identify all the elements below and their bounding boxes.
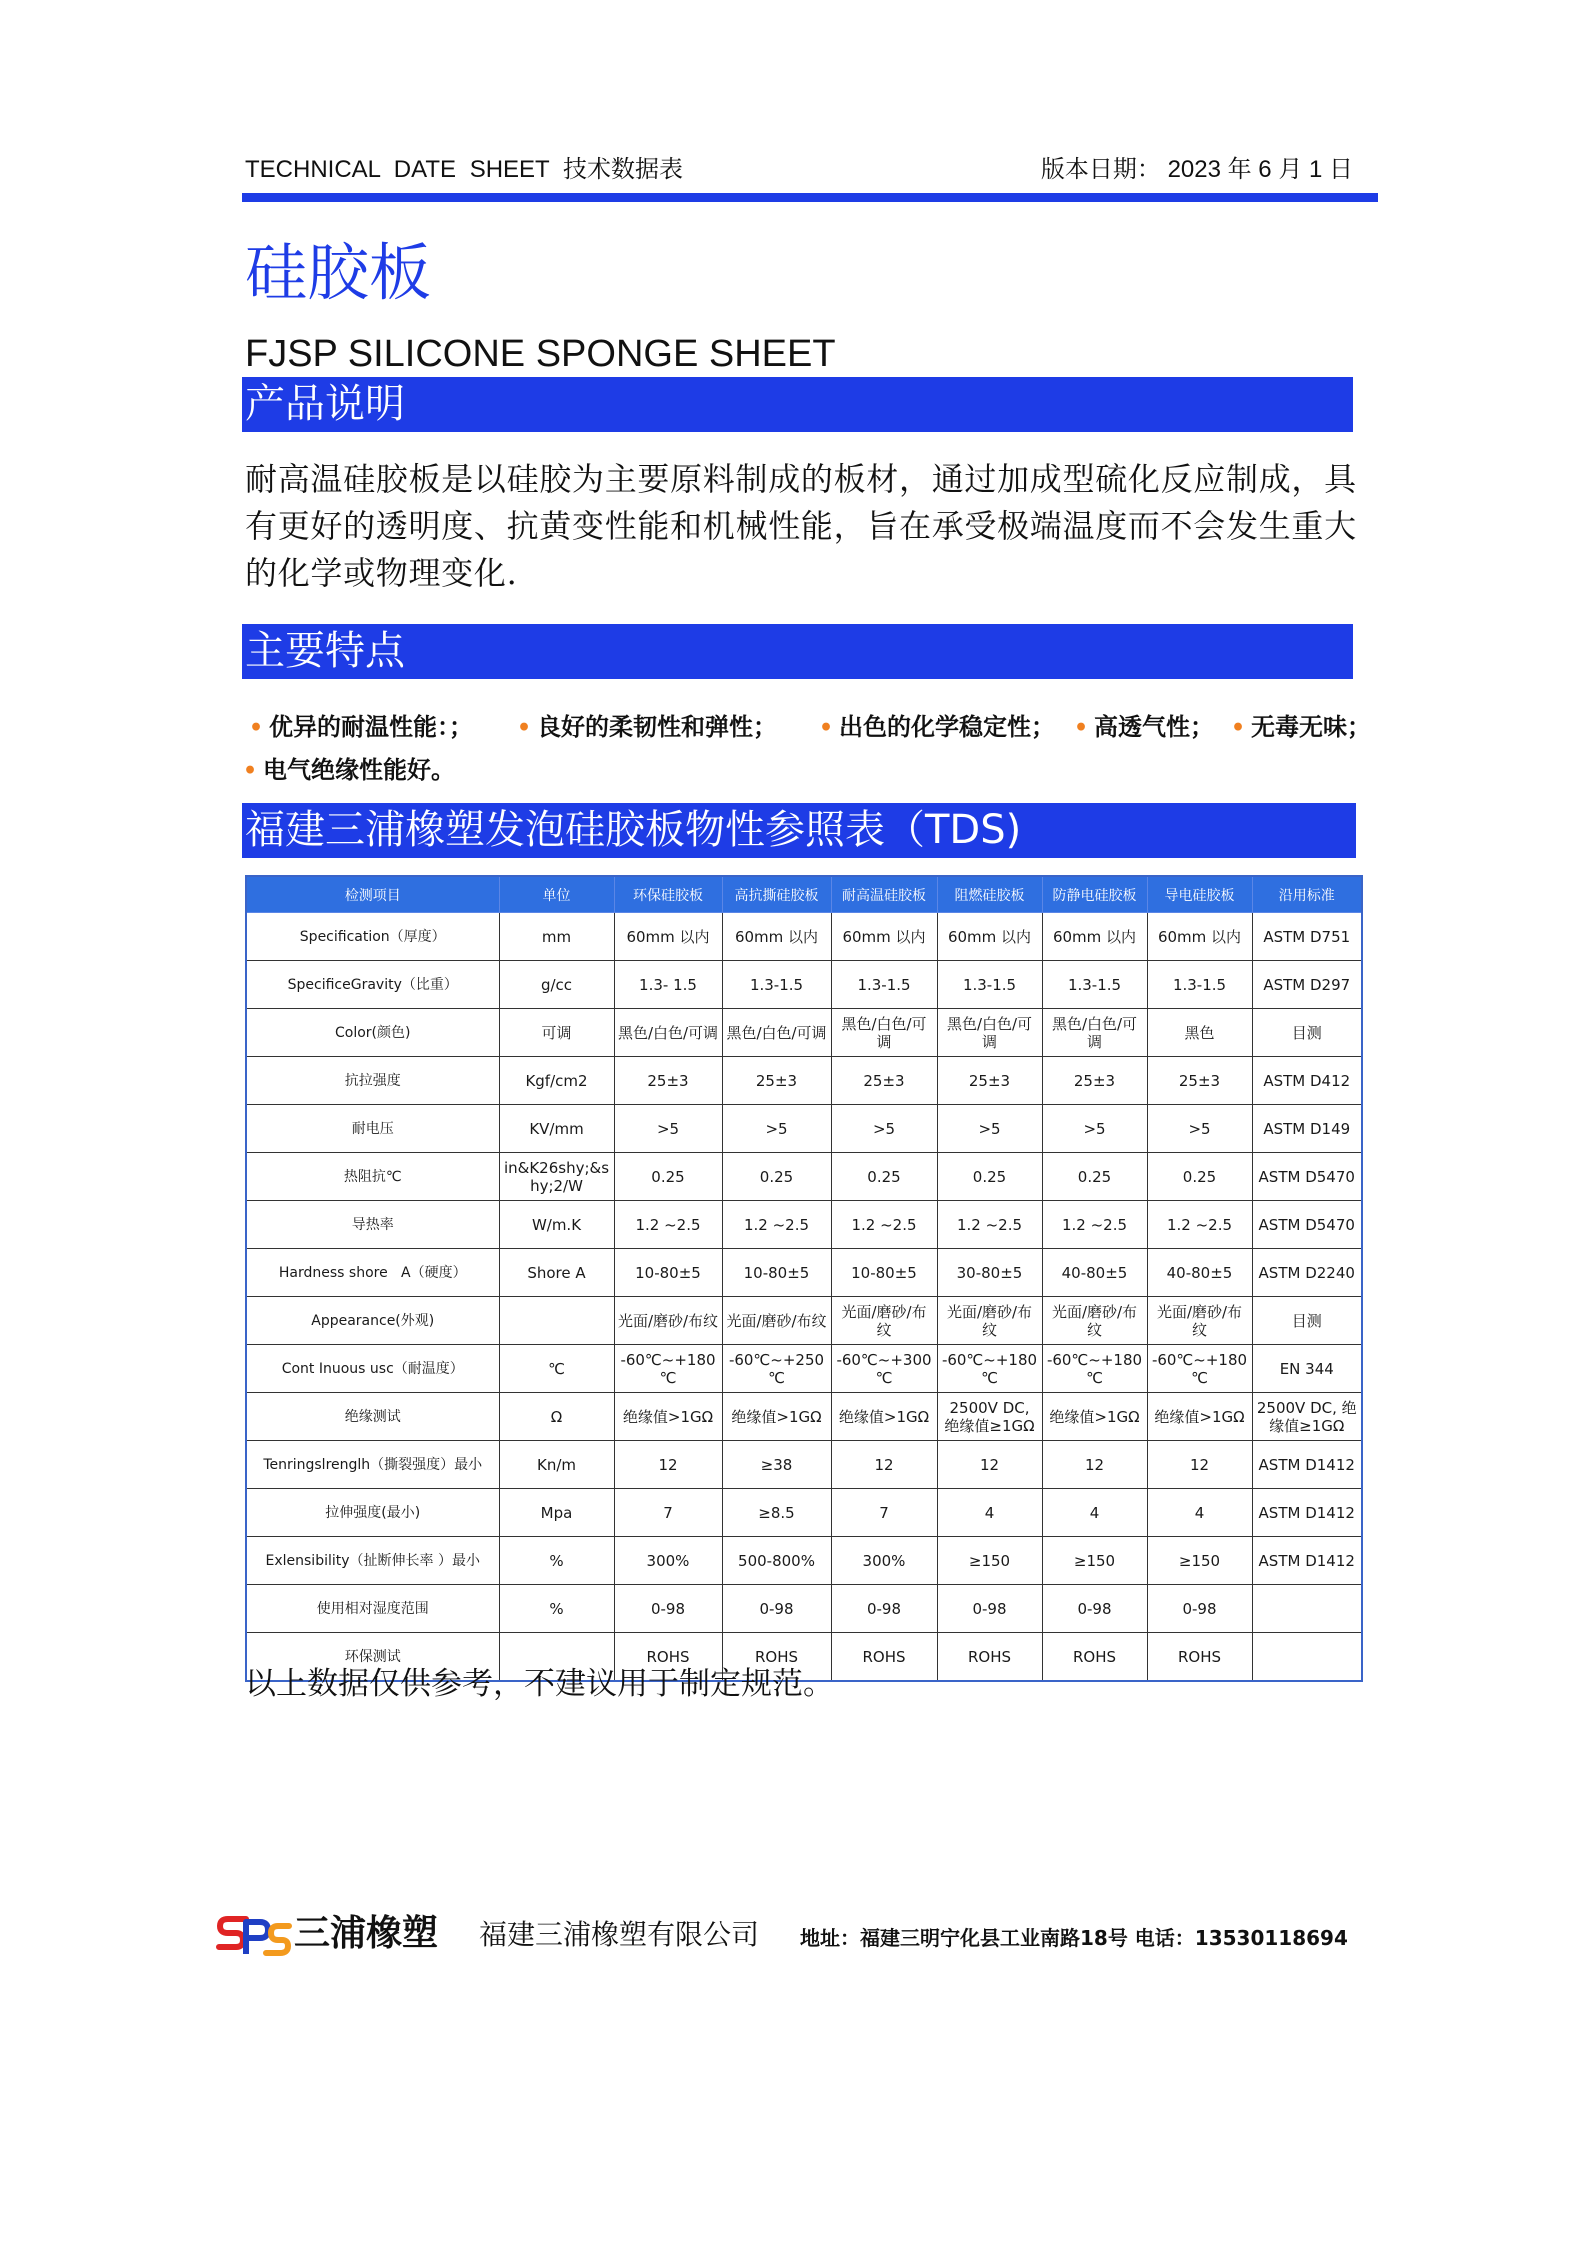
- value-cell: >5: [937, 1105, 1042, 1153]
- value-cell: 黑色/白色/可调: [937, 1009, 1042, 1057]
- value-cell: 500-800%: [722, 1537, 831, 1585]
- table-row: [246, 1441, 1362, 1489]
- value-cell: 60mm 以内: [614, 913, 722, 961]
- value-cell: ≥150: [1147, 1537, 1252, 1585]
- standard-cell: 2500V DC, 绝缘值≥1GΩ: [1252, 1393, 1362, 1441]
- header-version-date: 版本日期： 2023 年 6 月 1 日: [1040, 156, 1353, 183]
- row-label-cell: SpecificeGravity（比重）: [246, 961, 499, 1009]
- feature-text: 优异的耐温性能：；: [269, 712, 473, 741]
- value-cell: 光面/磨砂/布纹: [722, 1297, 831, 1345]
- value-cell: >5: [614, 1105, 722, 1153]
- description-paragraph: [245, 456, 1365, 597]
- unit-cell: Ω: [499, 1393, 614, 1441]
- column-header: 检测项目: [246, 876, 499, 913]
- table-body: [246, 913, 1362, 1682]
- feature-item: [819, 712, 1055, 743]
- table-header-row: [246, 876, 1362, 913]
- value-cell: 2500V DC, 绝缘值≥1GΩ: [937, 1393, 1042, 1441]
- value-cell: -60℃~+180℃: [1147, 1345, 1252, 1393]
- company-logo-icon: [216, 1914, 292, 1958]
- value-cell: >5: [831, 1105, 937, 1153]
- value-cell: 300%: [831, 1537, 937, 1585]
- value-cell: 60mm 以内: [722, 913, 831, 961]
- bullet-icon: •: [1231, 715, 1246, 741]
- value-cell: 25±3: [937, 1057, 1042, 1105]
- value-cell: 黑色/白色/可调: [1042, 1009, 1147, 1057]
- value-cell: 12: [831, 1441, 937, 1489]
- value-cell: 0-98: [937, 1585, 1042, 1633]
- header-doc-type: TECHNICAL DATE SHEET 技术数据表: [245, 156, 683, 183]
- unit-cell: KV/mm: [499, 1105, 614, 1153]
- unit-cell: 可调: [499, 1009, 614, 1057]
- value-cell: 1.2 ~2.5: [831, 1201, 937, 1249]
- value-cell: ≥8.5: [722, 1489, 831, 1537]
- value-cell: 60mm 以内: [1042, 913, 1147, 961]
- value-cell: -60℃~+300℃: [831, 1345, 937, 1393]
- value-cell: 1.3-1.5: [831, 961, 937, 1009]
- row-label-cell: 使用相对湿度范围: [246, 1585, 499, 1633]
- table-row: [246, 1249, 1362, 1297]
- column-header: 阻燃硅胶板: [937, 876, 1042, 913]
- table-disclaimer: 以上数据仅供参考，不建议用于制定规范。: [245, 1666, 834, 1702]
- value-cell: 0-98: [831, 1585, 937, 1633]
- standard-cell: ASTM D149: [1252, 1105, 1362, 1153]
- value-cell: 光面/磨砂/布纹: [1147, 1297, 1252, 1345]
- section-heading-description: 产品说明: [242, 377, 1353, 432]
- value-cell: >5: [1042, 1105, 1147, 1153]
- standard-cell: [1252, 1633, 1362, 1682]
- tds-table: [245, 875, 1363, 1682]
- value-cell: ROHS: [1147, 1633, 1252, 1682]
- standard-cell: 目测: [1252, 1297, 1362, 1345]
- column-header: 耐高温硅胶板: [831, 876, 937, 913]
- value-cell: 光面/磨砂/布纹: [1042, 1297, 1147, 1345]
- value-cell: 黑色: [1147, 1009, 1252, 1057]
- value-cell: 黑色/白色/可调: [614, 1009, 722, 1057]
- value-cell: 10-80±5: [831, 1249, 937, 1297]
- value-cell: 1.3-1.5: [722, 961, 831, 1009]
- column-header: 导电硅胶板: [1147, 876, 1252, 913]
- value-cell: 1.2 ~2.5: [937, 1201, 1042, 1249]
- value-cell: 光面/磨砂/布纹: [614, 1297, 722, 1345]
- feature-item: [1074, 712, 1214, 743]
- value-cell: 25±3: [1147, 1057, 1252, 1105]
- unit-cell: Kn/m: [499, 1441, 614, 1489]
- bullet-icon: •: [517, 715, 532, 741]
- value-cell: ROHS: [722, 1633, 831, 1682]
- unit-cell: %: [499, 1585, 614, 1633]
- feature-item: [1231, 712, 1371, 743]
- description-line: 耐高温硅胶板是以硅胶为主要原料制成的板材，通过加成型硫化反应制成，具: [245, 460, 1357, 498]
- value-cell: -60℃~+180℃: [937, 1345, 1042, 1393]
- standard-cell: ASTM D297: [1252, 961, 1362, 1009]
- row-label-cell: 拉伸强度(最小): [246, 1489, 499, 1537]
- logo-wordmark: 三浦橡塑: [294, 1913, 439, 1954]
- value-cell: 1.3- 1.5: [614, 961, 722, 1009]
- value-cell: -60℃~+180℃: [614, 1345, 722, 1393]
- value-cell: 1.2 ~2.5: [1147, 1201, 1252, 1249]
- value-cell: 60mm 以内: [937, 913, 1042, 961]
- value-cell: 12: [614, 1441, 722, 1489]
- value-cell: ≥38: [722, 1441, 831, 1489]
- standard-cell: ASTM D5470: [1252, 1201, 1362, 1249]
- table-row: [246, 1345, 1362, 1393]
- value-cell: >5: [1147, 1105, 1252, 1153]
- value-cell: 12: [937, 1441, 1042, 1489]
- value-cell: 1.2 ~2.5: [614, 1201, 722, 1249]
- value-cell: 4: [1147, 1489, 1252, 1537]
- row-label-cell: Tenringslrenglh（撕裂强度）最小: [246, 1441, 499, 1489]
- row-label-cell: Specification（厚度）: [246, 913, 499, 961]
- value-cell: 0.25: [937, 1153, 1042, 1201]
- table-row: [246, 1201, 1362, 1249]
- value-cell: 60mm 以内: [1147, 913, 1252, 961]
- company-name: 福建三浦橡塑有限公司: [479, 1918, 760, 1951]
- value-cell: 4: [937, 1489, 1042, 1537]
- page-subtitle: FJSP SILICONE SPONGE SHEET: [245, 333, 836, 375]
- value-cell: -60℃~+250℃: [722, 1345, 831, 1393]
- row-label-cell: 抗拉强度: [246, 1057, 499, 1105]
- value-cell: 1.2 ~2.5: [722, 1201, 831, 1249]
- value-cell: 1.3-1.5: [1147, 961, 1252, 1009]
- value-cell: 4: [1042, 1489, 1147, 1537]
- value-cell: ROHS: [937, 1633, 1042, 1682]
- standard-cell: ASTM D412: [1252, 1057, 1362, 1105]
- value-cell: 0-98: [614, 1585, 722, 1633]
- value-cell: >5: [722, 1105, 831, 1153]
- row-label-cell: Appearance(外观): [246, 1297, 499, 1345]
- row-label-cell: 耐电压: [246, 1105, 499, 1153]
- unit-cell: [499, 1297, 614, 1345]
- row-label-cell: 绝缘测试: [246, 1393, 499, 1441]
- value-cell: ≥150: [937, 1537, 1042, 1585]
- value-cell: 绝缘值>1GΩ: [614, 1393, 722, 1441]
- page-title: 硅胶板: [245, 236, 432, 309]
- value-cell: 30-80±5: [937, 1249, 1042, 1297]
- table-row: [246, 913, 1362, 961]
- value-cell: 0.25: [614, 1153, 722, 1201]
- unit-cell: %: [499, 1537, 614, 1585]
- bullet-icon: •: [1074, 715, 1089, 741]
- table-header: [246, 876, 1362, 913]
- feature-text: 电气绝缘性能好。: [263, 755, 455, 784]
- column-header: 防静电硅胶板: [1042, 876, 1147, 913]
- description-line: 的化学或物理变化.: [245, 554, 518, 592]
- row-label-cell: 环保测试: [246, 1633, 499, 1682]
- column-header: 环保硅胶板: [614, 876, 722, 913]
- value-cell: 40-80±5: [1147, 1249, 1252, 1297]
- value-cell: -60℃~+180℃: [1042, 1345, 1147, 1393]
- value-cell: 0.25: [1147, 1153, 1252, 1201]
- value-cell: 光面/磨砂/布纹: [937, 1297, 1042, 1345]
- table-row: [246, 1153, 1362, 1201]
- header-divider: [242, 193, 1378, 202]
- column-header: 沿用标准: [1252, 876, 1362, 913]
- bullet-icon: •: [819, 715, 834, 741]
- column-header: 单位: [499, 876, 614, 913]
- value-cell: ROHS: [831, 1633, 937, 1682]
- value-cell: 25±3: [1042, 1057, 1147, 1105]
- standard-cell: EN 344: [1252, 1345, 1362, 1393]
- value-cell: 300%: [614, 1537, 722, 1585]
- standard-cell: [1252, 1585, 1362, 1633]
- company-address: 地址：福建三明宁化县工业南路18号 电话：13530118694: [800, 1926, 1348, 1950]
- feature-text: 出色的化学稳定性；: [839, 712, 1055, 741]
- row-label-cell: Hardness shore A（硬度）: [246, 1249, 499, 1297]
- table-row: [246, 1585, 1362, 1633]
- row-label-cell: Cont Inuous usc（耐温度）: [246, 1345, 499, 1393]
- bullet-icon: •: [243, 758, 258, 784]
- unit-cell: Mpa: [499, 1489, 614, 1537]
- feature-item: [243, 755, 455, 786]
- description-line: 有更好的透明度、抗黄变性能和机械性能，旨在承受极端温度而不会发生重大: [245, 507, 1357, 545]
- value-cell: 10-80±5: [722, 1249, 831, 1297]
- value-cell: 绝缘值>1GΩ: [831, 1393, 937, 1441]
- feature-item: [517, 712, 777, 743]
- value-cell: 1.3-1.5: [937, 961, 1042, 1009]
- table-row: [246, 1393, 1362, 1441]
- value-cell: 40-80±5: [1042, 1249, 1147, 1297]
- value-cell: 12: [1042, 1441, 1147, 1489]
- value-cell: 25±3: [722, 1057, 831, 1105]
- unit-cell: mm: [499, 913, 614, 961]
- row-label-cell: Exlensibility（扯断伸长率 ）最小: [246, 1537, 499, 1585]
- feature-text: 高透气性；: [1094, 712, 1214, 741]
- value-cell: 25±3: [614, 1057, 722, 1105]
- unit-cell: in&K26shy;&shy;2/W: [499, 1153, 614, 1201]
- value-cell: 0.25: [831, 1153, 937, 1201]
- value-cell: 0-98: [1042, 1585, 1147, 1633]
- value-cell: 黑色/白色/可调: [722, 1009, 831, 1057]
- unit-cell: Kgf/cm2: [499, 1057, 614, 1105]
- bullet-icon: •: [249, 715, 264, 741]
- standard-cell: ASTM D1412: [1252, 1489, 1362, 1537]
- value-cell: 绝缘值>1GΩ: [1042, 1393, 1147, 1441]
- feature-text: 良好的柔韧性和弹性；: [537, 712, 777, 741]
- unit-cell: ℃: [499, 1345, 614, 1393]
- table-row: [246, 1057, 1362, 1105]
- feature-item: [249, 712, 473, 743]
- value-cell: 12: [1147, 1441, 1252, 1489]
- feature-text: 无毒无味；: [1251, 712, 1371, 741]
- value-cell: 1.3-1.5: [1042, 961, 1147, 1009]
- value-cell: 绝缘值>1GΩ: [1147, 1393, 1252, 1441]
- value-cell: 7: [614, 1489, 722, 1537]
- value-cell: 0-98: [1147, 1585, 1252, 1633]
- value-cell: 绝缘值>1GΩ: [722, 1393, 831, 1441]
- value-cell: 25±3: [831, 1057, 937, 1105]
- row-label-cell: 导热率: [246, 1201, 499, 1249]
- standard-cell: ASTM D5470: [1252, 1153, 1362, 1201]
- value-cell: 7: [831, 1489, 937, 1537]
- table-row: [246, 1537, 1362, 1585]
- value-cell: 1.2 ~2.5: [1042, 1201, 1147, 1249]
- value-cell: 60mm 以内: [831, 913, 937, 961]
- value-cell: 0.25: [722, 1153, 831, 1201]
- row-label-cell: Color(颜色): [246, 1009, 499, 1057]
- table-row: [246, 1297, 1362, 1345]
- value-cell: 0-98: [722, 1585, 831, 1633]
- standard-cell: ASTM D1412: [1252, 1441, 1362, 1489]
- value-cell: ROHS: [614, 1633, 722, 1682]
- table-row: [246, 961, 1362, 1009]
- unit-cell: g/cc: [499, 961, 614, 1009]
- value-cell: 0.25: [1042, 1153, 1147, 1201]
- section-heading-tds: 福建三浦橡塑发泡硅胶板物性参照表（TDS): [242, 803, 1356, 858]
- standard-cell: ASTM D2240: [1252, 1249, 1362, 1297]
- standard-cell: ASTM D751: [1252, 913, 1362, 961]
- standard-cell: ASTM D1412: [1252, 1537, 1362, 1585]
- table-row: [246, 1105, 1362, 1153]
- value-cell: ≥150: [1042, 1537, 1147, 1585]
- column-header: 高抗撕硅胶板: [722, 876, 831, 913]
- unit-cell: W/m.K: [499, 1201, 614, 1249]
- row-label-cell: 热阻抗℃: [246, 1153, 499, 1201]
- table-row: [246, 1009, 1362, 1057]
- value-cell: 10-80±5: [614, 1249, 722, 1297]
- value-cell: 光面/磨砂/布纹: [831, 1297, 937, 1345]
- section-heading-features: 主要特点: [242, 624, 1353, 679]
- table-row: [246, 1489, 1362, 1537]
- standard-cell: 目测: [1252, 1009, 1362, 1057]
- value-cell: 黑色/白色/可调: [831, 1009, 937, 1057]
- value-cell: ROHS: [1042, 1633, 1147, 1682]
- unit-cell: Shore A: [499, 1249, 614, 1297]
